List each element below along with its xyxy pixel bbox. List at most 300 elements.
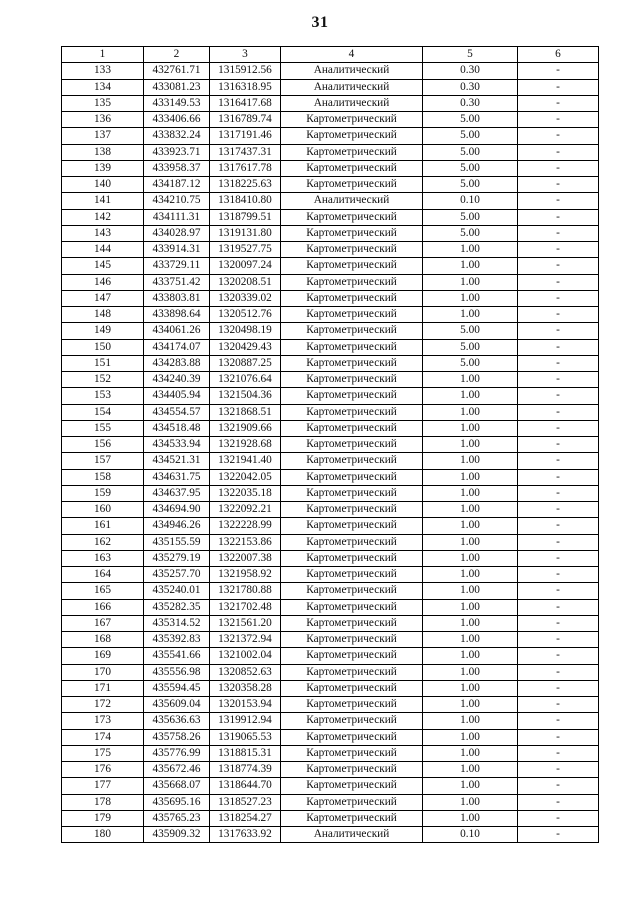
method-cell: Картометрический bbox=[281, 713, 423, 729]
note-cell: - bbox=[518, 502, 599, 518]
accuracy-cell: 1.00 bbox=[423, 648, 518, 664]
method-cell: Картометрический bbox=[281, 209, 423, 225]
point-number-cell: 154 bbox=[62, 404, 144, 420]
x-coordinate-cell: 435257.70 bbox=[144, 567, 210, 583]
point-number-cell: 149 bbox=[62, 323, 144, 339]
x-coordinate-cell: 434283.88 bbox=[144, 355, 210, 371]
point-number-cell: 163 bbox=[62, 550, 144, 566]
y-coordinate-cell: 1321941.40 bbox=[210, 453, 281, 469]
note-cell: - bbox=[518, 388, 599, 404]
point-number-cell: 137 bbox=[62, 128, 144, 144]
x-coordinate-cell: 435556.98 bbox=[144, 664, 210, 680]
note-cell: - bbox=[518, 323, 599, 339]
table-row bbox=[62, 258, 599, 274]
point-number-cell: 156 bbox=[62, 437, 144, 453]
note-cell: - bbox=[518, 697, 599, 713]
accuracy-cell: 1.00 bbox=[423, 258, 518, 274]
x-coordinate-cell: 435314.52 bbox=[144, 615, 210, 631]
x-coordinate-cell: 435909.32 bbox=[144, 827, 210, 843]
y-coordinate-cell: 1321928.68 bbox=[210, 437, 281, 453]
table-row bbox=[62, 827, 599, 843]
table-row bbox=[62, 729, 599, 745]
note-cell: - bbox=[518, 404, 599, 420]
y-coordinate-cell: 1319912.94 bbox=[210, 713, 281, 729]
x-coordinate-cell: 435758.26 bbox=[144, 729, 210, 745]
method-cell: Картометрический bbox=[281, 242, 423, 258]
x-coordinate-cell: 435668.07 bbox=[144, 778, 210, 794]
note-cell: - bbox=[518, 79, 599, 95]
accuracy-cell: 1.00 bbox=[423, 388, 518, 404]
y-coordinate-cell: 1320208.51 bbox=[210, 274, 281, 290]
note-cell: - bbox=[518, 827, 599, 843]
table-row bbox=[62, 453, 599, 469]
accuracy-cell: 1.00 bbox=[423, 567, 518, 583]
table-header-row bbox=[62, 47, 599, 63]
x-coordinate-cell: 435282.35 bbox=[144, 599, 210, 615]
x-coordinate-cell: 434637.95 bbox=[144, 485, 210, 501]
point-number-cell: 136 bbox=[62, 112, 144, 128]
accuracy-cell: 5.00 bbox=[423, 225, 518, 241]
y-coordinate-cell: 1320097.24 bbox=[210, 258, 281, 274]
accuracy-cell: 5.00 bbox=[423, 323, 518, 339]
y-coordinate-cell: 1322092.21 bbox=[210, 502, 281, 518]
method-cell: Картометрический bbox=[281, 680, 423, 696]
point-number-cell: 134 bbox=[62, 79, 144, 95]
method-cell: Картометрический bbox=[281, 290, 423, 306]
y-coordinate-cell: 1321561.20 bbox=[210, 615, 281, 631]
page-number: 31 bbox=[311, 14, 329, 31]
y-coordinate-cell: 1319065.53 bbox=[210, 729, 281, 745]
accuracy-cell: 1.00 bbox=[423, 713, 518, 729]
table-row bbox=[62, 583, 599, 599]
y-coordinate-cell: 1318254.27 bbox=[210, 810, 281, 826]
table-row bbox=[62, 550, 599, 566]
accuracy-cell: 0.10 bbox=[423, 827, 518, 843]
x-coordinate-cell: 433898.64 bbox=[144, 307, 210, 323]
method-cell: Картометрический bbox=[281, 583, 423, 599]
point-number-cell: 135 bbox=[62, 95, 144, 111]
point-number-cell: 142 bbox=[62, 209, 144, 225]
point-number-cell: 140 bbox=[62, 177, 144, 193]
x-coordinate-cell: 434174.07 bbox=[144, 339, 210, 355]
note-cell: - bbox=[518, 144, 599, 160]
y-coordinate-cell: 1317191.46 bbox=[210, 128, 281, 144]
table-row bbox=[62, 95, 599, 111]
accuracy-cell: 1.00 bbox=[423, 745, 518, 761]
x-coordinate-cell: 435240.01 bbox=[144, 583, 210, 599]
y-coordinate-cell: 1322042.05 bbox=[210, 469, 281, 485]
note-cell: - bbox=[518, 762, 599, 778]
x-coordinate-cell: 435672.46 bbox=[144, 762, 210, 778]
x-coordinate-cell: 435279.19 bbox=[144, 550, 210, 566]
accuracy-cell: 1.00 bbox=[423, 729, 518, 745]
method-cell: Картометрический bbox=[281, 420, 423, 436]
note-cell: - bbox=[518, 177, 599, 193]
accuracy-cell: 5.00 bbox=[423, 355, 518, 371]
table-row bbox=[62, 79, 599, 95]
x-coordinate-cell: 434405.94 bbox=[144, 388, 210, 404]
accuracy-cell: 1.00 bbox=[423, 664, 518, 680]
table-row bbox=[62, 437, 599, 453]
y-coordinate-cell: 1321504.36 bbox=[210, 388, 281, 404]
x-coordinate-cell: 434061.26 bbox=[144, 323, 210, 339]
method-cell: Картометрический bbox=[281, 355, 423, 371]
note-cell: - bbox=[518, 534, 599, 550]
table-body bbox=[62, 47, 599, 843]
method-cell: Картометрический bbox=[281, 388, 423, 404]
note-cell: - bbox=[518, 664, 599, 680]
point-number-cell: 139 bbox=[62, 160, 144, 176]
y-coordinate-cell: 1320429.43 bbox=[210, 339, 281, 355]
x-coordinate-cell: 435695.16 bbox=[144, 794, 210, 810]
point-number-cell: 168 bbox=[62, 632, 144, 648]
column-header-2: 2 bbox=[144, 47, 210, 63]
x-coordinate-cell: 435541.66 bbox=[144, 648, 210, 664]
note-cell: - bbox=[518, 729, 599, 745]
table-row bbox=[62, 420, 599, 436]
point-number-cell: 170 bbox=[62, 664, 144, 680]
table-row bbox=[62, 128, 599, 144]
accuracy-cell: 1.00 bbox=[423, 453, 518, 469]
y-coordinate-cell: 1318774.39 bbox=[210, 762, 281, 778]
x-coordinate-cell: 433923.71 bbox=[144, 144, 210, 160]
point-number-cell: 171 bbox=[62, 680, 144, 696]
x-coordinate-cell: 435765.23 bbox=[144, 810, 210, 826]
point-number-cell: 152 bbox=[62, 372, 144, 388]
note-cell: - bbox=[518, 193, 599, 209]
method-cell: Картометрический bbox=[281, 453, 423, 469]
point-number-cell: 177 bbox=[62, 778, 144, 794]
x-coordinate-cell: 433914.31 bbox=[144, 242, 210, 258]
table-row bbox=[62, 615, 599, 631]
point-number-cell: 143 bbox=[62, 225, 144, 241]
y-coordinate-cell: 1317437.31 bbox=[210, 144, 281, 160]
point-number-cell: 175 bbox=[62, 745, 144, 761]
accuracy-cell: 5.00 bbox=[423, 160, 518, 176]
accuracy-cell: 0.30 bbox=[423, 79, 518, 95]
accuracy-cell: 1.00 bbox=[423, 615, 518, 631]
x-coordinate-cell: 433081.23 bbox=[144, 79, 210, 95]
method-cell: Картометрический bbox=[281, 794, 423, 810]
accuracy-cell: 1.00 bbox=[423, 810, 518, 826]
point-number-cell: 176 bbox=[62, 762, 144, 778]
note-cell: - bbox=[518, 112, 599, 128]
table-row bbox=[62, 469, 599, 485]
y-coordinate-cell: 1316318.95 bbox=[210, 79, 281, 95]
accuracy-cell: 5.00 bbox=[423, 144, 518, 160]
point-number-cell: 144 bbox=[62, 242, 144, 258]
y-coordinate-cell: 1321002.04 bbox=[210, 648, 281, 664]
table-row bbox=[62, 745, 599, 761]
accuracy-cell: 5.00 bbox=[423, 209, 518, 225]
method-cell: Картометрический bbox=[281, 810, 423, 826]
accuracy-cell: 1.00 bbox=[423, 534, 518, 550]
x-coordinate-cell: 435609.04 bbox=[144, 697, 210, 713]
point-number-cell: 145 bbox=[62, 258, 144, 274]
x-coordinate-cell: 435155.59 bbox=[144, 534, 210, 550]
method-cell: Картометрический bbox=[281, 778, 423, 794]
y-coordinate-cell: 1321076.64 bbox=[210, 372, 281, 388]
method-cell: Аналитический bbox=[281, 79, 423, 95]
note-cell: - bbox=[518, 242, 599, 258]
point-number-cell: 148 bbox=[62, 307, 144, 323]
accuracy-cell: 1.00 bbox=[423, 372, 518, 388]
table-row bbox=[62, 307, 599, 323]
method-cell: Картометрический bbox=[281, 485, 423, 501]
note-cell: - bbox=[518, 453, 599, 469]
table-row bbox=[62, 632, 599, 648]
accuracy-cell: 5.00 bbox=[423, 128, 518, 144]
accuracy-cell: 1.00 bbox=[423, 274, 518, 290]
note-cell: - bbox=[518, 274, 599, 290]
x-coordinate-cell: 434694.90 bbox=[144, 502, 210, 518]
x-coordinate-cell: 435392.83 bbox=[144, 632, 210, 648]
note-cell: - bbox=[518, 778, 599, 794]
point-number-cell: 138 bbox=[62, 144, 144, 160]
x-coordinate-cell: 434187.12 bbox=[144, 177, 210, 193]
y-coordinate-cell: 1318527.23 bbox=[210, 794, 281, 810]
table-row bbox=[62, 177, 599, 193]
x-coordinate-cell: 434518.48 bbox=[144, 420, 210, 436]
accuracy-cell: 0.30 bbox=[423, 95, 518, 111]
method-cell: Картометрический bbox=[281, 615, 423, 631]
method-cell: Картометрический bbox=[281, 697, 423, 713]
table-row bbox=[62, 355, 599, 371]
table-row bbox=[62, 193, 599, 209]
y-coordinate-cell: 1316789.74 bbox=[210, 112, 281, 128]
note-cell: - bbox=[518, 63, 599, 79]
table-row bbox=[62, 290, 599, 306]
y-coordinate-cell: 1318225.63 bbox=[210, 177, 281, 193]
x-coordinate-cell: 433832.24 bbox=[144, 128, 210, 144]
x-coordinate-cell: 433149.53 bbox=[144, 95, 210, 111]
accuracy-cell: 1.00 bbox=[423, 583, 518, 599]
x-coordinate-cell: 433803.81 bbox=[144, 290, 210, 306]
x-coordinate-cell: 434554.57 bbox=[144, 404, 210, 420]
y-coordinate-cell: 1318410.80 bbox=[210, 193, 281, 209]
note-cell: - bbox=[518, 355, 599, 371]
accuracy-cell: 1.00 bbox=[423, 762, 518, 778]
method-cell: Картометрический bbox=[281, 404, 423, 420]
note-cell: - bbox=[518, 437, 599, 453]
note-cell: - bbox=[518, 745, 599, 761]
table-row bbox=[62, 518, 599, 534]
note-cell: - bbox=[518, 420, 599, 436]
y-coordinate-cell: 1321780.88 bbox=[210, 583, 281, 599]
table-row bbox=[62, 485, 599, 501]
y-coordinate-cell: 1320498.19 bbox=[210, 323, 281, 339]
note-cell: - bbox=[518, 567, 599, 583]
point-number-cell: 153 bbox=[62, 388, 144, 404]
table-row bbox=[62, 209, 599, 225]
accuracy-cell: 1.00 bbox=[423, 518, 518, 534]
x-coordinate-cell: 433751.42 bbox=[144, 274, 210, 290]
accuracy-cell: 1.00 bbox=[423, 680, 518, 696]
y-coordinate-cell: 1315912.56 bbox=[210, 63, 281, 79]
point-number-cell: 147 bbox=[62, 290, 144, 306]
method-cell: Картометрический bbox=[281, 177, 423, 193]
accuracy-cell: 1.00 bbox=[423, 404, 518, 420]
x-coordinate-cell: 435594.45 bbox=[144, 680, 210, 696]
note-cell: - bbox=[518, 258, 599, 274]
point-number-cell: 159 bbox=[62, 485, 144, 501]
table-row bbox=[62, 63, 599, 79]
table-row bbox=[62, 323, 599, 339]
y-coordinate-cell: 1320358.28 bbox=[210, 680, 281, 696]
y-coordinate-cell: 1317617.78 bbox=[210, 160, 281, 176]
note-cell: - bbox=[518, 160, 599, 176]
table-row bbox=[62, 225, 599, 241]
note-cell: - bbox=[518, 485, 599, 501]
method-cell: Картометрический bbox=[281, 745, 423, 761]
table-row bbox=[62, 664, 599, 680]
note-cell: - bbox=[518, 339, 599, 355]
x-coordinate-cell: 434533.94 bbox=[144, 437, 210, 453]
accuracy-cell: 1.00 bbox=[423, 778, 518, 794]
accuracy-cell: 5.00 bbox=[423, 339, 518, 355]
x-coordinate-cell: 434111.31 bbox=[144, 209, 210, 225]
point-number-cell: 172 bbox=[62, 697, 144, 713]
x-coordinate-cell: 434028.97 bbox=[144, 225, 210, 241]
point-number-cell: 161 bbox=[62, 518, 144, 534]
point-number-cell: 162 bbox=[62, 534, 144, 550]
column-header-6: 6 bbox=[518, 47, 599, 63]
method-cell: Картометрический bbox=[281, 664, 423, 680]
y-coordinate-cell: 1322153.86 bbox=[210, 534, 281, 550]
column-header-1: 1 bbox=[62, 47, 144, 63]
table-row bbox=[62, 242, 599, 258]
point-number-cell: 133 bbox=[62, 63, 144, 79]
table-row bbox=[62, 648, 599, 664]
table-row bbox=[62, 339, 599, 355]
method-cell: Аналитический bbox=[281, 95, 423, 111]
table-row bbox=[62, 112, 599, 128]
method-cell: Картометрический bbox=[281, 534, 423, 550]
point-number-cell: 158 bbox=[62, 469, 144, 485]
accuracy-cell: 1.00 bbox=[423, 242, 518, 258]
x-coordinate-cell: 433958.37 bbox=[144, 160, 210, 176]
note-cell: - bbox=[518, 550, 599, 566]
accuracy-cell: 1.00 bbox=[423, 437, 518, 453]
note-cell: - bbox=[518, 95, 599, 111]
method-cell: Картометрический bbox=[281, 729, 423, 745]
x-coordinate-cell: 434240.39 bbox=[144, 372, 210, 388]
y-coordinate-cell: 1321909.66 bbox=[210, 420, 281, 436]
method-cell: Картометрический bbox=[281, 762, 423, 778]
coordinates-table bbox=[61, 46, 599, 843]
point-number-cell: 178 bbox=[62, 794, 144, 810]
method-cell: Картометрический bbox=[281, 144, 423, 160]
note-cell: - bbox=[518, 680, 599, 696]
point-number-cell: 164 bbox=[62, 567, 144, 583]
y-coordinate-cell: 1322035.18 bbox=[210, 485, 281, 501]
point-number-cell: 151 bbox=[62, 355, 144, 371]
method-cell: Картометрический bbox=[281, 258, 423, 274]
table-row bbox=[62, 599, 599, 615]
y-coordinate-cell: 1318815.31 bbox=[210, 745, 281, 761]
column-header-3: 3 bbox=[210, 47, 281, 63]
x-coordinate-cell: 434946.26 bbox=[144, 518, 210, 534]
accuracy-cell: 1.00 bbox=[423, 420, 518, 436]
y-coordinate-cell: 1322228.99 bbox=[210, 518, 281, 534]
point-number-cell: 169 bbox=[62, 648, 144, 664]
method-cell: Картометрический bbox=[281, 323, 423, 339]
table-row bbox=[62, 762, 599, 778]
y-coordinate-cell: 1318644.70 bbox=[210, 778, 281, 794]
accuracy-cell: 1.00 bbox=[423, 632, 518, 648]
table-row bbox=[62, 810, 599, 826]
note-cell: - bbox=[518, 225, 599, 241]
y-coordinate-cell: 1316417.68 bbox=[210, 95, 281, 111]
method-cell: Картометрический bbox=[281, 632, 423, 648]
method-cell: Картометрический bbox=[281, 372, 423, 388]
accuracy-cell: 5.00 bbox=[423, 177, 518, 193]
note-cell: - bbox=[518, 209, 599, 225]
accuracy-cell: 1.00 bbox=[423, 290, 518, 306]
note-cell: - bbox=[518, 307, 599, 323]
accuracy-cell: 1.00 bbox=[423, 485, 518, 501]
note-cell: - bbox=[518, 810, 599, 826]
method-cell: Картометрический bbox=[281, 437, 423, 453]
note-cell: - bbox=[518, 794, 599, 810]
accuracy-cell: 1.00 bbox=[423, 697, 518, 713]
accuracy-cell: 1.00 bbox=[423, 794, 518, 810]
table-row bbox=[62, 778, 599, 794]
x-coordinate-cell: 433729.11 bbox=[144, 258, 210, 274]
y-coordinate-cell: 1317633.92 bbox=[210, 827, 281, 843]
x-coordinate-cell: 434521.31 bbox=[144, 453, 210, 469]
point-number-cell: 179 bbox=[62, 810, 144, 826]
method-cell: Картометрический bbox=[281, 567, 423, 583]
method-cell: Картометрический bbox=[281, 112, 423, 128]
accuracy-cell: 1.00 bbox=[423, 502, 518, 518]
note-cell: - bbox=[518, 518, 599, 534]
y-coordinate-cell: 1321958.92 bbox=[210, 567, 281, 583]
method-cell: Картометрический bbox=[281, 550, 423, 566]
table-row bbox=[62, 274, 599, 290]
accuracy-cell: 0.30 bbox=[423, 63, 518, 79]
accuracy-cell: 1.00 bbox=[423, 550, 518, 566]
table-row bbox=[62, 144, 599, 160]
note-cell: - bbox=[518, 128, 599, 144]
y-coordinate-cell: 1320512.76 bbox=[210, 307, 281, 323]
table-row bbox=[62, 388, 599, 404]
x-coordinate-cell: 435636.63 bbox=[144, 713, 210, 729]
accuracy-cell: 1.00 bbox=[423, 599, 518, 615]
method-cell: Картометрический bbox=[281, 160, 423, 176]
method-cell: Картометрический bbox=[281, 502, 423, 518]
table-row bbox=[62, 794, 599, 810]
x-coordinate-cell: 432761.71 bbox=[144, 63, 210, 79]
point-number-cell: 174 bbox=[62, 729, 144, 745]
method-cell: Картометрический bbox=[281, 518, 423, 534]
point-number-cell: 155 bbox=[62, 420, 144, 436]
point-number-cell: 150 bbox=[62, 339, 144, 355]
note-cell: - bbox=[518, 648, 599, 664]
y-coordinate-cell: 1322007.38 bbox=[210, 550, 281, 566]
x-coordinate-cell: 435776.99 bbox=[144, 745, 210, 761]
table-row bbox=[62, 372, 599, 388]
accuracy-cell: 1.00 bbox=[423, 307, 518, 323]
table-row bbox=[62, 697, 599, 713]
method-cell: Аналитический bbox=[281, 193, 423, 209]
method-cell: Картометрический bbox=[281, 599, 423, 615]
method-cell: Картометрический bbox=[281, 274, 423, 290]
note-cell: - bbox=[518, 632, 599, 648]
point-number-cell: 180 bbox=[62, 827, 144, 843]
note-cell: - bbox=[518, 713, 599, 729]
y-coordinate-cell: 1319131.80 bbox=[210, 225, 281, 241]
